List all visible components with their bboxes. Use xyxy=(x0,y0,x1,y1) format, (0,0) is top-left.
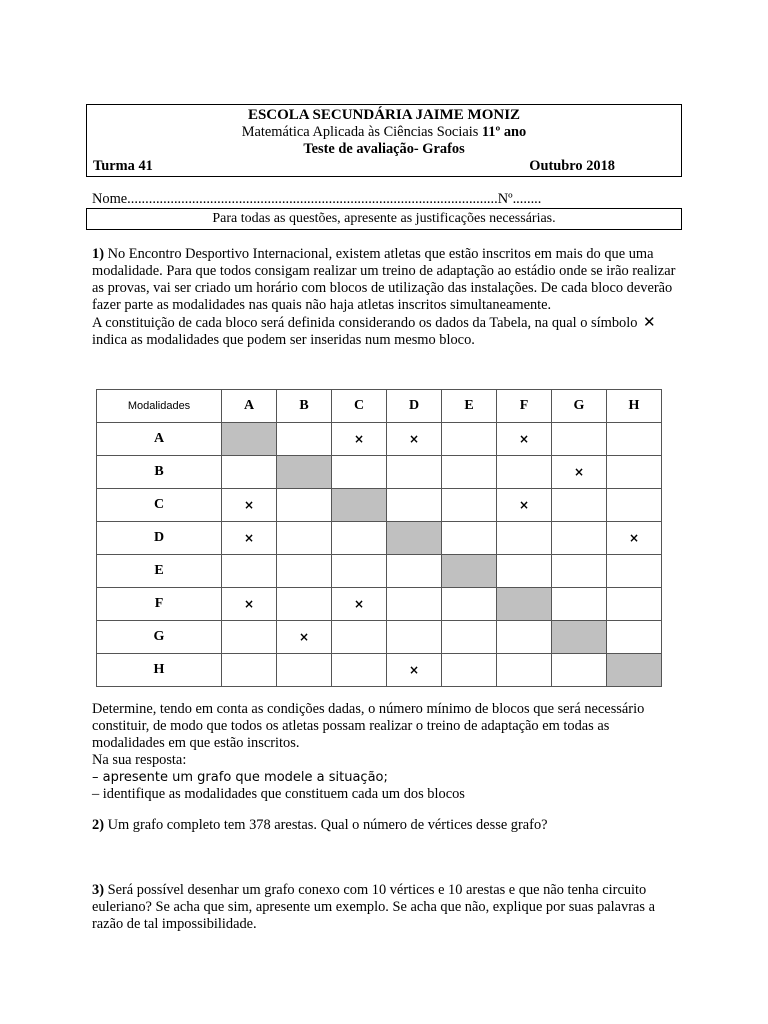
table-cell xyxy=(442,654,497,687)
table-cell xyxy=(497,621,552,654)
question-1-table-desc-start: A constituição de cada bloco será definida considerando os dados da Tabela, na qual o símbolo xyxy=(92,315,638,331)
table-cell xyxy=(222,555,277,588)
table-cell: × xyxy=(387,423,442,456)
table-cell xyxy=(497,654,552,687)
table-cell xyxy=(442,522,497,555)
table-cell xyxy=(332,654,387,687)
row-header: F xyxy=(97,588,222,621)
table-row xyxy=(97,522,662,555)
table-cell xyxy=(607,621,662,654)
table-header-row xyxy=(97,390,662,423)
row-header: C xyxy=(97,489,222,522)
cross-symbol-icon: ✕ xyxy=(643,313,656,331)
determine-text: Determine, tendo em conta as condições dadas, o número mínimo de blocos que será necessário constituir, de modo que todos os atletas possam realizar o treino de adaptação em todas as modalidades em que estão inscritos. xyxy=(92,701,645,751)
table-cell xyxy=(552,588,607,621)
table-row xyxy=(97,423,662,456)
table-cell xyxy=(387,621,442,654)
table-cell xyxy=(442,588,497,621)
question-1-number: 1) xyxy=(92,246,104,262)
question-2-number: 2) xyxy=(92,817,104,833)
table-cell xyxy=(277,423,332,456)
table-cell: × xyxy=(277,621,332,654)
table-cell xyxy=(552,555,607,588)
table-cell xyxy=(277,588,332,621)
table-cell xyxy=(387,456,442,489)
table-cell: × xyxy=(332,588,387,621)
table-cell xyxy=(277,489,332,522)
table-cell xyxy=(387,489,442,522)
table-cell xyxy=(552,522,607,555)
table-row xyxy=(97,621,662,654)
subject-name: Matemática Aplicada às Ciências Sociais xyxy=(241,124,482,140)
diagonal-cell xyxy=(552,621,607,654)
column-header: A xyxy=(222,390,277,423)
table-cell xyxy=(387,588,442,621)
table-cell xyxy=(222,621,277,654)
table-cell xyxy=(332,621,387,654)
column-header: C xyxy=(332,390,387,423)
diagonal-cell xyxy=(222,423,277,456)
question-2-text xyxy=(92,817,682,834)
table-cell xyxy=(607,555,662,588)
question-3-text xyxy=(92,882,682,933)
name-field: Nome.......................................................................................................Nº........ xyxy=(92,191,542,207)
row-header: D xyxy=(97,522,222,555)
answer-intro: Na sua resposta: xyxy=(92,752,187,768)
column-header: G xyxy=(552,390,607,423)
table-cell xyxy=(332,456,387,489)
column-header: F xyxy=(497,390,552,423)
table-row xyxy=(97,654,662,687)
column-header: E xyxy=(442,390,497,423)
table-cell xyxy=(442,621,497,654)
table-cell xyxy=(607,423,662,456)
instructions-box: Para todas as questões, apresente as justificações necessárias. xyxy=(86,208,682,230)
table-cell: × xyxy=(222,588,277,621)
column-header: H xyxy=(607,390,662,423)
header-box xyxy=(86,104,682,177)
test-title: Teste de avaliação- Grafos xyxy=(303,141,465,157)
question-2-body: Um grafo completo tem 378 arestas. Qual o número de vértices desse grafo? xyxy=(104,817,548,833)
table-cell xyxy=(497,456,552,489)
column-header: B xyxy=(277,390,332,423)
answer-bullet-1: – apresente um grafo que modele a situação; xyxy=(92,770,388,785)
table-cell xyxy=(332,522,387,555)
question-3-number: 3) xyxy=(92,882,104,898)
table-cell xyxy=(222,654,277,687)
table-cell: × xyxy=(387,654,442,687)
class-label: Turma 41 xyxy=(93,158,153,174)
table-cell: × xyxy=(497,423,552,456)
diagonal-cell xyxy=(277,456,332,489)
diagonal-cell xyxy=(332,489,387,522)
table-cell xyxy=(442,456,497,489)
question-1-task xyxy=(92,701,682,803)
table-cell xyxy=(497,522,552,555)
table-cell: × xyxy=(222,522,277,555)
diagonal-cell xyxy=(442,555,497,588)
table-row xyxy=(97,588,662,621)
table-cell: × xyxy=(332,423,387,456)
row-header: B xyxy=(97,456,222,489)
table-cell xyxy=(387,555,442,588)
diagonal-cell xyxy=(497,588,552,621)
table-cell xyxy=(552,423,607,456)
table-cell xyxy=(552,654,607,687)
question-1-intro: No Encontro Desportivo Internacional, existem atletas que estão inscritos em mais do que uma modalidade. Para que todos consigam realizar um treino de adaptação ao estádio onde se irão realizar as provas, vai ser criado um horário com blocos de utilização das instalações. De cada bloco deverão fazer parte as modalidades nas quais não haja atletas inscritos simultaneamente. xyxy=(92,246,676,313)
table-corner-label: Modalidades xyxy=(97,390,222,423)
question-1-table-desc-end: indica as modalidades que podem ser inseridas num mesmo bloco. xyxy=(92,332,475,348)
table-cell xyxy=(607,456,662,489)
row-header: H xyxy=(97,654,222,687)
column-header: D xyxy=(387,390,442,423)
table-row xyxy=(97,555,662,588)
table-cell xyxy=(442,423,497,456)
table-cell xyxy=(277,654,332,687)
row-header: G xyxy=(97,621,222,654)
table-cell xyxy=(277,522,332,555)
question-1-text xyxy=(92,246,682,349)
diagonal-cell xyxy=(607,654,662,687)
date-label: Outubro 2018 xyxy=(529,158,615,174)
table-cell xyxy=(497,555,552,588)
table-cell xyxy=(552,489,607,522)
table-cell xyxy=(442,489,497,522)
table-row xyxy=(97,489,662,522)
table-cell xyxy=(277,555,332,588)
row-header: E xyxy=(97,555,222,588)
diagonal-cell xyxy=(387,522,442,555)
table-cell: × xyxy=(222,489,277,522)
table-cell: × xyxy=(552,456,607,489)
table-row xyxy=(97,456,662,489)
table-cell xyxy=(332,555,387,588)
school-year: 11º ano xyxy=(481,124,527,140)
subject-line xyxy=(87,124,681,141)
modalities-table xyxy=(96,389,662,687)
table-cell xyxy=(222,456,277,489)
row-header: A xyxy=(97,423,222,456)
answer-bullet-2: – identifique as modalidades que constituem cada um dos blocos xyxy=(92,786,465,802)
school-name: ESCOLA SECUNDÁRIA JAIME MONIZ xyxy=(247,107,521,123)
table-cell: × xyxy=(607,522,662,555)
table-cell xyxy=(607,588,662,621)
table-cell xyxy=(607,489,662,522)
question-3-body: Será possível desenhar um grafo conexo com 10 vértices e 10 arestas e que não tenha circuito euleriano? Se acha que sim, apresente um exemplo. Se acha que não, explique por suas palavras a razão de tal impossibilidade. xyxy=(92,882,656,932)
table-cell: × xyxy=(497,489,552,522)
